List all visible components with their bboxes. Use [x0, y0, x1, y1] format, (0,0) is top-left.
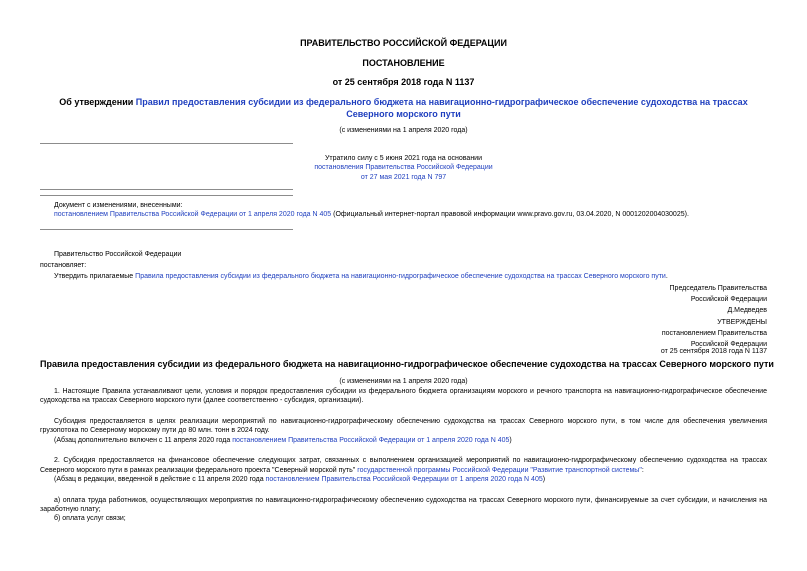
- approve-suffix: .: [665, 273, 668, 280]
- rules-item-b: б) оплата услуг связи;: [54, 515, 126, 523]
- approved-date: от 25 сентября 2018 года N 1137: [660, 348, 767, 355]
- document-type-heading: ПОСТАНОВЛЕНИЕ: [362, 58, 445, 68]
- rules-paragraph-3-note: [40, 475, 767, 484]
- changes-link[interactable]: постановлением Правительства Российской Федерации от 1 апреля 2020 года N 405: [54, 211, 332, 219]
- document-title: [55, 96, 752, 120]
- approved-line: постановлением Правительства: [661, 329, 767, 337]
- preamble-line1: Правительство Российской Федерации: [54, 251, 182, 258]
- approved-line: Российской Федерации: [690, 341, 767, 349]
- note-suffix: ): [509, 436, 512, 444]
- approve-link[interactable]: Правила предоставления субсидии из федерального бюджета на навигационно-гидрографическое обеспечение судоходства на трассах Северного морского пути: [135, 273, 666, 280]
- changes-block: [54, 201, 774, 220]
- divider: [40, 195, 293, 196]
- note-link[interactable]: постановлением Правительства Российской Федерации от 1 апреля 2020 года N 405: [265, 476, 543, 484]
- approve-paragraph: [54, 272, 774, 281]
- document-amendments: (с изменениями на 1 апреля 2020 года): [339, 127, 468, 134]
- note-link[interactable]: постановлением Правительства Российской Федерации от 1 апреля 2020 года N 405: [232, 436, 510, 444]
- changes-label: Документ с изменениями, внесенными:: [54, 202, 183, 209]
- program-link[interactable]: государственной программы Российской Федерации "Развитие транспортной системы": [357, 466, 642, 474]
- note-prefix: (Абзац в редакции, введенной в действие с 11 апреля 2020 года: [54, 476, 266, 484]
- changes-source: (Официальный интернет-портал правовой информации www.pravo.gov.ru, 03.04.2020, N 0001202004030025).: [331, 211, 689, 219]
- status-line: Утратило силу с 5 июня 2021 года на основании: [324, 155, 483, 162]
- status-block: [0, 154, 807, 182]
- document-date-number: от 25 сентября 2018 года N 1137: [332, 77, 475, 87]
- status-link-line1[interactable]: постановления Правительства Российской Федерации: [314, 164, 493, 172]
- document-title-link[interactable]: Правил предоставления субсидии из федерального бюджета на навигационно-гидрографическое обеспечение судоходства на трассах Северного морского пути: [135, 97, 748, 120]
- note-suffix: ): [542, 476, 546, 484]
- rules-paragraph-2-note: [40, 436, 767, 445]
- rules-title: Правила предоставления субсидии из федерального бюджета на навигационно-гидрографическое обеспечение судоходства на трассах Северного морского пути: [40, 359, 774, 369]
- rules-item-a: а) оплата труда работников, осуществляющих мероприятия по навигационно-гидрографическому обеспечению судоходства на трассах Северного морского пути, финансируемые за счет субсидии, и начисления на заработную плату;: [40, 496, 767, 513]
- document-title-prefix: Об утверждении: [59, 97, 136, 107]
- government-heading: ПРАВИТЕЛЬСТВО РОССИЙСКОЙ ФЕДЕРАЦИИ: [300, 38, 507, 48]
- changes-line: [54, 210, 774, 219]
- note-prefix: (Абзац дополнительно включен с 11 апреля 2020 года: [54, 436, 233, 444]
- approve-prefix: Утвердить прилагаемые: [54, 273, 136, 280]
- rules-paragraph-3: [40, 456, 767, 475]
- signature-line: Российской Федерации: [690, 296, 767, 304]
- rules-body: [40, 387, 767, 524]
- status-link-line2[interactable]: от 27 мая 2021 года N 797: [360, 173, 447, 181]
- preamble-line2: постановляет:: [40, 262, 87, 269]
- signature-name: Д.Медведев: [727, 307, 767, 315]
- paragraph-3-text: 2. Субсидия предоставляется на финансовое обеспечение следующих затрат, связанных с выполнением организацией мероприятий по навигационно-гидрографическому обеспечению судоходства на трассах Северного морского пути в рамках реализации федерального проекта "Северный морской путь": [40, 457, 767, 474]
- paragraph-3-suffix: :: [641, 466, 644, 474]
- signature-line: Председатель Правительства: [669, 285, 767, 292]
- rules-paragraph-2: Субсидия предоставляется в целях реализации мероприятий по навигационно-гидрографическому обеспечению судоходства на трассах Северного морского пути, в том числе для обеспечения увеличения грузопотока по Северному морскому пути до 80 млн. тонн в 2024 году.: [40, 417, 767, 435]
- divider: [40, 229, 293, 230]
- signature-block: [467, 283, 767, 350]
- approved-label: УТВЕРЖДЕНЫ: [717, 318, 767, 326]
- rules-paragraph-1: 1. Настоящие Правила устанавливают цели, условия и порядок предоставления субсидии из федерального бюджета организациям морского и речного транспорта на навигационно-гидрографическое обеспечение судоходства на трассах Северного морского пути (далее соответственно - субсидия, организации).: [40, 388, 767, 405]
- rules-amendments: (с изменениями на 1 апреля 2020 года): [339, 378, 468, 385]
- divider: [40, 189, 293, 190]
- divider: [40, 143, 293, 144]
